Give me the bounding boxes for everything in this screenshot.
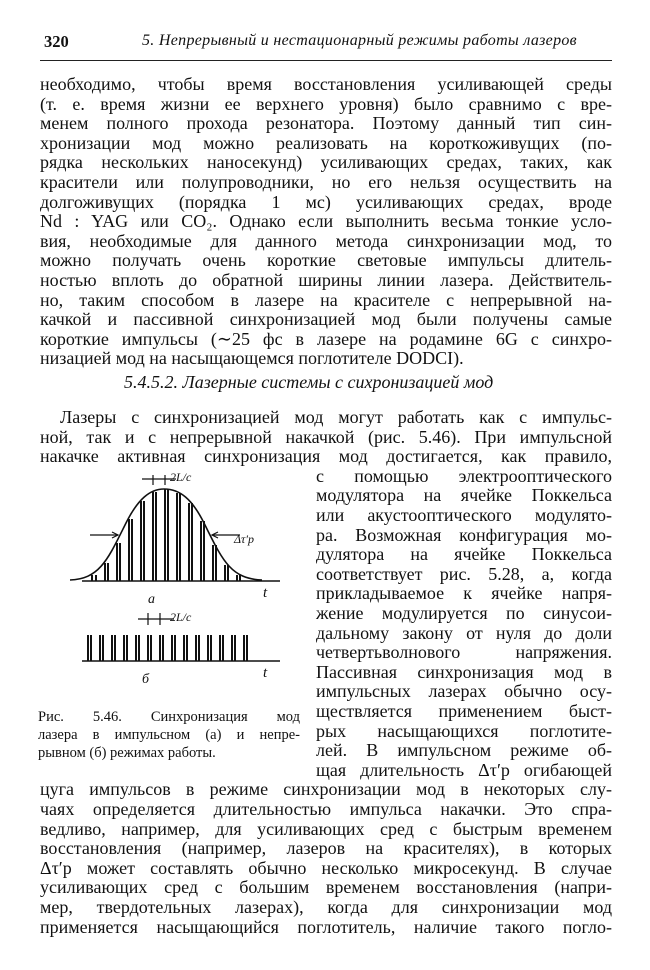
text-line: с помощью электрооптического [316,465,612,486]
text-line: дулятора на ячейке Поккельса [316,544,612,565]
page-number: 320 [44,32,69,51]
label-2lc-a: 2L/c [170,469,192,484]
text-line: импульсных лазерах обычно осу- [316,681,612,702]
text-line: короткие импульсы (∼25 фс в лазере на родамине 6G с синхро- [40,328,612,349]
text-line: применяется насыщающийся поглотитель, наличие такого погло- [40,916,612,937]
text-line: прикладываемое к ячейке напря- [316,583,612,604]
header-rule [40,60,612,61]
caption-line: лазера в импульсном (а) и непре- [38,727,300,744]
caption-line: Рис. 5.46. Синхронизация мод [38,709,300,726]
text-line: ведливо, например, для усиливающих сред с быстрым временем [40,818,612,839]
text-line: низацией мод на насыщающемся поглотителе DODCI). [40,348,464,369]
caption-line: рывном (б) режимах работы. [38,745,216,762]
text-line: ществляется применением быст- [316,701,612,721]
text-line: накачке активная синхронизация мод достигается, как правило, [40,446,612,467]
text-line: рядка нескольких наносекунд) усиливающих средах, таких, как [40,152,612,173]
text-line: дальному закону от нуля до доли [316,622,612,643]
text-line: четвертьволнового напряжения. [316,642,612,663]
text-line: лей. В импульсном режиме об- [316,740,612,761]
text-line: ра. Возможная конфигурация мо- [316,524,612,545]
text-line: модулятора на ячейке Поккельса [316,485,612,506]
label-a: а [148,591,155,607]
label-2lc-b: 2L/c [170,609,192,624]
text-line: щая длительность Δτ′p огибающей [316,759,612,780]
label-t-a: t [263,584,268,601]
text-line: или акустооптического модулято- [316,505,612,525]
text-line: восстановления (например, лазеров на красителях), в которых [40,838,612,859]
text-line: ной, так и с непрерывной накачкой (рис. 5.46). При импульсной [40,426,612,447]
pulses-b [88,635,247,661]
text-line: Лазеры с синхронизацией мод могут работать как с импульс- [60,407,612,427]
text-line: рых насыщающихся поглотите- [316,720,612,741]
text-line: Δτ′p может составлять обычно несколько микросекунд. В случае [40,857,612,878]
text-line: можно получать очень короткие световые импульсы длитель- [40,250,612,271]
label-b: б [142,671,150,687]
text-line: необходимо, чтобы время восстановления усиливающей среды [40,74,612,94]
text-line: (т. е. время жизни ее верхнего уровня) было сравнимо с вре- [40,93,612,114]
figure-5-46 [30,463,300,695]
text-line: Пассивная синхронизация мод в [316,661,612,682]
running-header [40,30,620,54]
running-title: 5. Непрерывный и нестационарный режимы работы лазеров [142,32,577,49]
text-line: но, таким способом в лазере на красителе с непрерывной на- [40,289,612,310]
text-line: мер, твердотельных лазерах), когда для синхронизации мод [40,897,612,917]
label-t-b: t [263,664,268,681]
text-line: долгоживущих (порядка 1 мс) усиливающих средах, вроде [40,191,612,212]
text-line: соответствует рис. 5.28, а, когда [316,563,612,584]
text-line: усиливающих сред с большим временем восстановления (напри- [40,877,612,898]
text-line: качкой и пассивной синхронизацией мод были получены самые [40,309,612,330]
figure-drawing [30,463,300,695]
text-line: ностью вплоть до обратной ширины линии лазера. Действитель- [40,270,612,290]
text-line: чаях определяется длительностью импульса накачки. Это спра- [40,799,612,819]
text-line: жение модулируется по синусои- [316,603,612,623]
text-line: цуга импульсов в режиме синхронизации мод в некоторых слу- [40,779,612,800]
figure-caption [38,708,300,762]
text-line: Nd : YAG или CO₂. Однако если выполнить весьма тонкие усло- [40,211,612,232]
section-title: 5.4.5.2. Лазерные системы с сихронизацией мод [124,372,494,392]
text-line: вия, необходимые для данного метода синхронизации мод, то [40,230,612,251]
text-line: красители или полупроводники, но его нельзя осуществить на [40,172,612,192]
label-envelope: Δτ′p [234,531,254,546]
text-line: хронизации мод можно реализовать на короткоживущих (по- [40,132,612,153]
text-line: менем полного прохода резонатора. Поэтому данный тип син- [40,113,612,134]
